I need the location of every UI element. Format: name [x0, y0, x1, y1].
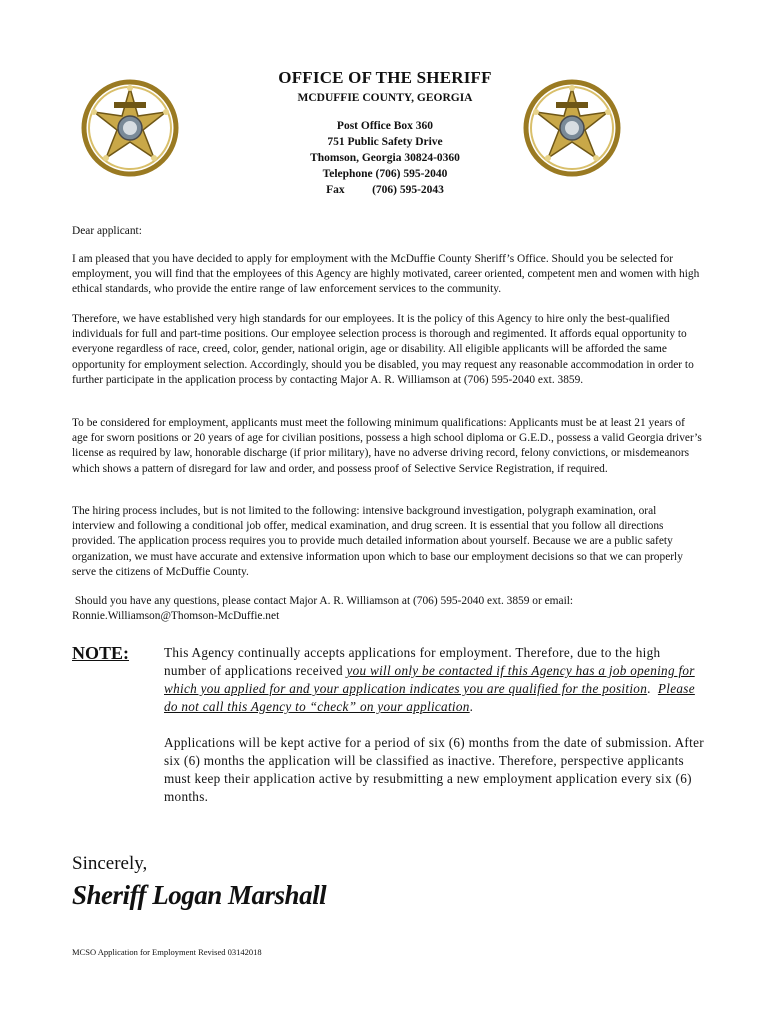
paragraph-text: To be considered for employment, applicants must meet the following minimum qualifications: Applicants must be at least 21 years of age for sworn positions or 20 years of age for civilian positions, possess a high school diploma or G.E.D., possess a valid Georgia driver’s license as required by law, honorable discharge (if prior military), have no adverse driving record, felony convictions, or misdemeanors which shows a pattern of disregard for law and order, and possess proof of Selective Service Registration, if required. — [72, 417, 702, 475]
fax-label: Fax — [326, 184, 345, 196]
note-text: . — [469, 699, 474, 714]
fax-number: (706) 595-2043 — [372, 184, 444, 196]
note-emphasis: you will only be contacted if this Agency has a job opening for which you applied for and your application indicates you are qualified for the position — [164, 663, 695, 696]
fax — [0, 182, 770, 198]
questions-line: Should you have any questions, please contact Major A. R. Williamson at (706) 595-2040 ext. 3859 or email: — [72, 595, 574, 607]
contact-email[interactable]: Ronnie.Williamson@Thomson-McDuffie.net — [72, 610, 280, 623]
paragraph-text: Therefore, we have established very high standards for our employees. It is the policy of this Agency to hire only the best-qualified individuals for full and part-time positions. Our employee selection process is thorough and regimented. It affords equal opportunity to everyone regardless of race, creed, color, gender, national origin, age or disability. All eligible applicants will be afforded the same opportunity for employment selection. Accordingly, should you be disabled, you may request any reasonable accommodation in order to further participate in the application process by contacting Major A. R. Williamson at (706) 595-2040 ext. 3859. — [72, 313, 694, 386]
note-text: Applications will be kept active for a period of six (6) months from the date of submission. After six (6) months the application will be classified as inactive. Therefore, perspective applicants must keep their application active by resubmitting a new employment application every six (6) months. — [164, 735, 704, 804]
contact-paragraph — [72, 594, 702, 624]
paragraph-4 — [72, 504, 702, 580]
paragraph-text: The hiring process includes, but is not limited to the following: intensive background investigation, polygraph examination, oral interview and following a conditional job offer, medical examination, and drug screen. It is essential that you follow all directions provided. The application process requires you to provide much detailed information about yourself. Because we are a public safety organization, we must have accurate and extensive information upon which to base our employment decisions so that we can properly serve the citizens of McDuffie County. — [72, 505, 683, 578]
paragraph-1 — [72, 252, 702, 298]
address-line: 751 Public Safety Drive — [327, 136, 443, 148]
address-line: Post Office Box 360 — [336, 120, 434, 132]
address-block — [0, 118, 770, 198]
note-text: This Agency continually accepts applications for employment. Therefore, due to the high number of applications received — [164, 645, 661, 678]
paragraph-3 — [72, 416, 702, 477]
signature: Sheriff Logan Marshall — [72, 880, 327, 910]
address-line: Thomson, Georgia 30824-0360 — [310, 152, 460, 164]
closing: Sincerely, — [72, 853, 148, 874]
letterhead — [0, 68, 770, 198]
footer-revision: MCSO Application for Employment Revised 03142018 — [72, 947, 262, 957]
office-title: OFFICE OF THE SHERIFF — [278, 68, 492, 87]
telephone: Telephone (706) 595-2040 — [322, 168, 448, 180]
note-paragraph-1 — [164, 644, 704, 716]
paragraph-text: I am pleased that you have decided to apply for employment with the McDuffie County Sheriff’s Office. Should you be selected for employment, you will find that the employees of this Agency are highly motivated, career oriented, competent men and women with high ethical standards, who provide the entire range of law enforcement services to the community. — [72, 253, 700, 296]
note-text: . — [647, 681, 658, 696]
paragraph-2 — [72, 312, 702, 388]
note-label: NOTE: — [72, 643, 130, 663]
note-paragraph-2 — [164, 734, 704, 806]
salutation-text: Dear applicant: — [72, 225, 142, 237]
note-emphasis: Please do not call this Agency to “check” on your application — [164, 681, 695, 714]
salutation — [72, 224, 702, 239]
county-name: MCDUFFIE COUNTY, GEORGIA — [297, 92, 473, 104]
